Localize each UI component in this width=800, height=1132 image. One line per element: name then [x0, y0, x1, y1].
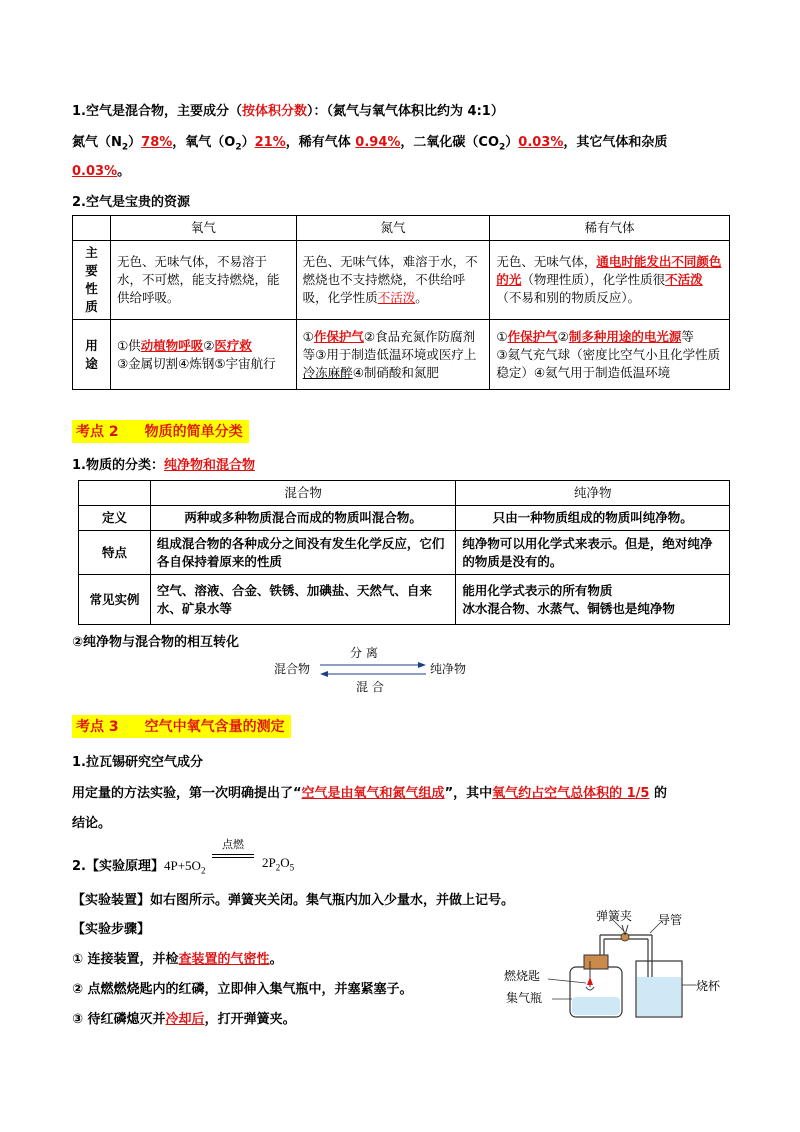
rare-use-text3: 等	[681, 328, 694, 344]
corner-cell	[73, 216, 111, 241]
table-header-row	[79, 481, 730, 506]
n2-use-text: ①	[302, 328, 314, 344]
eq-right-sub2: 5	[289, 862, 295, 873]
steps-title: 【实验步骤】	[72, 922, 151, 937]
mixture-examples: 空气、溶液、合金、铁锈、加碘盐、天然气、自来水、矿泉水等	[150, 575, 456, 625]
kp3-label: 考点 3	[76, 719, 119, 735]
other-value: 0.03%	[72, 164, 118, 179]
equation-left	[163, 858, 206, 876]
o2-label: ，氧气（O	[172, 135, 236, 150]
kp2-label: 考点 2	[76, 424, 119, 440]
beaker-label: 烧杯	[696, 979, 721, 993]
row-head-properties: 主要 性质	[73, 241, 111, 320]
spoon-label: 燃烧匙	[504, 969, 541, 983]
rare-use-red: 作保护气	[507, 328, 558, 344]
rare-prop-red: 通电时能发出不同颜色的光	[496, 254, 722, 287]
step3-text: ③ 待红磷熄灭并	[72, 1012, 166, 1027]
col-rare-gas: 稀有气体	[490, 216, 730, 241]
o2-use-red2: 医疗救	[214, 337, 252, 353]
principle-line	[72, 855, 205, 876]
title-text-end: ）：（氮气与氧气体积比约为 4:1）	[307, 104, 504, 119]
n2-prop-red: 不活泼	[377, 290, 416, 305]
o2-use-red: 动植物呼吸	[140, 337, 204, 353]
air-composition-values	[72, 131, 667, 153]
step1-red: 查装置的气密性	[178, 952, 270, 967]
section-heading-kp3	[72, 715, 291, 738]
nitrogen-properties	[296, 241, 490, 320]
step3-red: 冷却后	[165, 1012, 205, 1027]
rare-uses	[490, 320, 730, 390]
tube-label: 导管	[658, 913, 683, 927]
lav-text2: ”，其中	[444, 786, 493, 801]
mixture-label: 混合物	[274, 662, 311, 676]
oxygen-uses	[110, 320, 296, 390]
title-text: 1.空气是混合物，主要成分（	[72, 104, 242, 119]
pure-examples	[456, 575, 730, 625]
mix-label: 混 合	[356, 680, 384, 694]
kp2-title: 物质的简单分类	[144, 424, 243, 440]
n2-use-red: 作保护气	[313, 328, 364, 344]
equation-right	[262, 855, 294, 873]
eq-condition-text: 点燃	[222, 838, 244, 851]
n2-label: 氮气（N	[72, 135, 122, 150]
lav-red2: 氧气约占空气总体积的 1/5	[492, 786, 650, 801]
rare-use-text2: ②	[557, 328, 569, 344]
rare-use-text: ①	[496, 328, 508, 344]
eq-left-text: 4P+5O	[163, 858, 201, 873]
row-head-examples: 常见实例	[79, 575, 151, 625]
table-row	[73, 320, 730, 390]
o2-sub: 2	[235, 142, 242, 153]
resource-title: 2.空气是宝贵的资源	[72, 195, 190, 210]
o2-use-text2: ②	[203, 337, 215, 353]
apparatus-figure	[500, 905, 730, 1025]
o2-use-text: ①供	[116, 337, 141, 353]
other-end: 。	[117, 164, 131, 179]
corner-cell	[79, 481, 151, 506]
row-head-features: 特点	[79, 531, 151, 575]
equation-condition	[212, 836, 254, 858]
rare-value: 0.94%	[355, 135, 401, 150]
classification-title	[72, 454, 255, 473]
eq-left-sub: 2	[200, 865, 206, 876]
lav-text3: 的	[649, 786, 668, 801]
kp3-title: 空气中氧气含量的测定	[144, 719, 285, 735]
conversion-title: ②纯净物与混合物的相互转化	[72, 635, 240, 650]
mixture-features: 组成混合物的各种成分之间没有发生化学反应，它们各自保持着原来的性质	[150, 531, 456, 575]
n2-paren: ）	[128, 135, 142, 150]
rare-properties	[490, 241, 730, 320]
principle-label: 2.【实验原理】	[72, 859, 164, 874]
conversion-diagram	[272, 644, 482, 696]
col-mixture: 混合物	[150, 481, 456, 506]
pure-definition: 只由一种物质组成的物质叫纯净物。	[456, 506, 730, 531]
bottle-label: 集气瓶	[506, 991, 543, 1005]
eq-bar-top	[212, 854, 254, 855]
air-resource-table	[72, 215, 730, 390]
row-head-uses: 用途	[73, 320, 111, 390]
rare-prop-text2: （物理性质），化学性质很	[521, 272, 666, 287]
lav-text1: 用定量的方法实验，第一次明确提出了“	[72, 786, 302, 801]
o2-paren: ）	[241, 135, 255, 150]
separate-label: 分 离	[350, 646, 378, 660]
eq-bar-bottom	[212, 857, 254, 858]
n2-sub: 2	[121, 142, 129, 153]
pure-example-1: 能用化学式表示的所有物质	[462, 582, 613, 598]
double-arrow-icon	[318, 658, 428, 680]
section-heading-kp2	[72, 420, 249, 443]
step-2: ② 点燃燃烧匙内的红磷，立即伸入集气瓶中，并塞紧塞子。	[72, 982, 413, 997]
title-red-text: 按体积分数	[241, 104, 307, 119]
air-composition-other	[72, 160, 130, 179]
lav-red1: 空气是由氧气和氮气组成	[301, 786, 445, 801]
co2-paren: ）	[505, 135, 519, 150]
classification-table	[78, 480, 730, 625]
eq-right-sub1: 2	[275, 862, 281, 873]
clip-label: 弹簧夹	[596, 909, 633, 923]
n2-use-text3: ④制硝酸和氮肥	[352, 364, 439, 380]
rare-prop-red2: 不活泼	[665, 272, 703, 287]
col-nitrogen: 氮气	[296, 216, 490, 241]
other-label: ，其它气体和杂质	[563, 135, 668, 150]
n2-use-ul: 冷冻麻醉	[302, 364, 353, 380]
co2-sub: 2	[499, 142, 506, 153]
mixture-definition: 两种或多种物质混合而成的物质叫混合物。	[150, 506, 456, 531]
o2-value: 21%	[254, 135, 286, 150]
nitrogen-uses	[296, 320, 490, 390]
rare-use-red2: 制多种用途的电光源	[568, 328, 682, 344]
table-row	[79, 531, 730, 575]
step-1	[72, 948, 283, 967]
device-text: 【实验装置】如右图所示。弹簧夹关闭。集气瓶内加入少量水，并做上记号。	[72, 893, 515, 908]
table-row	[79, 575, 730, 625]
pure-example-2: 冰水混合物、水蒸气、铜锈也是纯净物	[462, 600, 675, 616]
air-composition-title	[72, 100, 504, 119]
n2-prop-end: 。	[415, 290, 428, 305]
pure-features: 纯净物可以用化学式来表示。但是，绝对纯净的物质是没有的。	[456, 531, 730, 575]
oxygen-properties: 无色、无味气体，不易溶于水，不可燃，能支持燃烧，能供给呼吸。	[110, 241, 296, 320]
lavoisier-text-end: 结论。	[72, 816, 112, 831]
co2-value: 0.03%	[518, 135, 564, 150]
rare-label: ，稀有气体	[285, 135, 356, 150]
n2-prop-text: 无色、无味气体，难溶于水，不燃烧也不支持燃烧，不供给呼吸，化学性质	[302, 254, 478, 305]
step1-text: ① 连接装置，并检	[72, 952, 179, 967]
classification-label: 1.物质的分类：	[72, 458, 164, 473]
n2-value: 78%	[141, 135, 173, 150]
co2-label: ，二氧化碳（CO	[400, 135, 499, 150]
pure-label: 纯净物	[430, 662, 467, 676]
table-row	[73, 241, 730, 320]
classification-red: 纯净物和混合物	[163, 458, 255, 473]
n2-use-text2: ②食品充氮作防腐剂等③用于制造低温环境或医疗上	[302, 328, 477, 362]
eq-right-o: O	[280, 855, 290, 870]
table-row	[79, 506, 730, 531]
lavoisier-title: 1.拉瓦锡研究空气成分	[72, 755, 203, 770]
table-header-row	[73, 216, 730, 241]
step1-end: 。	[269, 952, 283, 967]
row-head-definition: 定义	[79, 506, 151, 531]
rare-prop-text3: （不易和别的物质反应）。	[496, 290, 641, 305]
rare-use-text4: ③氦气充气球（密度比空气小且化学性质稳定）④氦气用于制造低温环境	[496, 346, 721, 380]
eq-right-text: 2P	[262, 855, 276, 870]
col-pure: 纯净物	[456, 481, 730, 506]
lavoisier-text	[72, 782, 667, 801]
step-3	[72, 1008, 296, 1027]
rare-prop-text: 无色、无味气体，	[496, 254, 597, 269]
col-oxygen: 氧气	[110, 216, 296, 241]
o2-use-text3: ③金属切割④炼钢⑤宇宙航行	[116, 355, 276, 371]
step3-end: ，打开弹簧夹。	[204, 1012, 296, 1027]
